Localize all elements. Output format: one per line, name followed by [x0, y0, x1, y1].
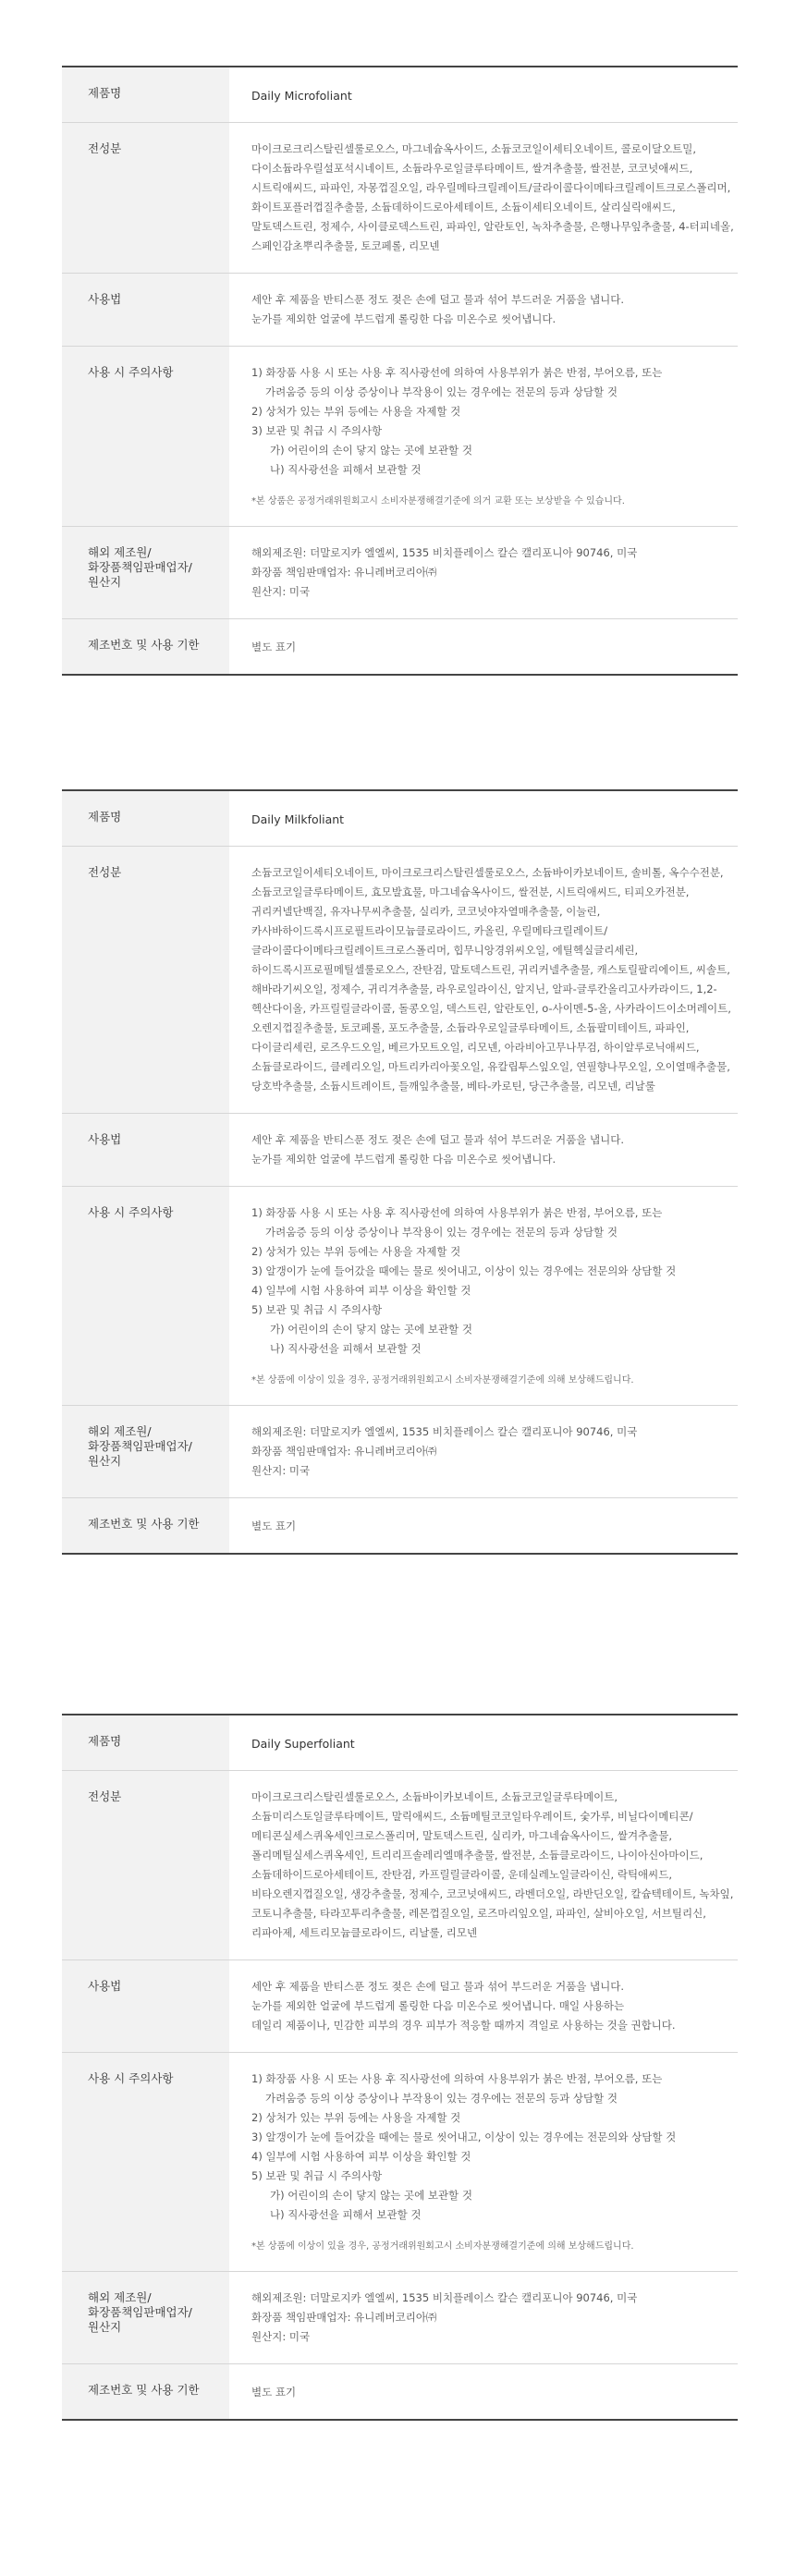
lot-expiry-value: 별도 표기 [251, 2386, 297, 2399]
caution-line: 4) 일부에 시험 사용하여 피부 이상을 확인할 것 [251, 2150, 471, 2163]
label-manufacturer-line: 화장품책임판매업자/ [88, 2305, 192, 2319]
usage-line: 눈가를 제외한 얼굴에 부드럽게 롤링한 다음 미온수로 씻어냅니다. [251, 312, 556, 325]
usage-value [229, 1114, 738, 1187]
caution-line: 1) 화장품 사용 시 또는 사용 후 직사광선에 의하여 사용부위가 붉은 반점, 부어오름, 또는 [251, 366, 663, 379]
caution-line: 나) 직사광선을 피해서 보관할 것 [270, 1342, 422, 1355]
usage-value [229, 1960, 738, 2053]
compensation-note: *본 상품에 이상이 있을 경우, 공정거래위원회고시 소비자분쟁해결기준에 의해 보상해드립니다. [251, 1375, 634, 1386]
caution-line: 1) 화장품 사용 시 또는 사용 후 직사광선에 의하여 사용부위가 붉은 반점, 부어오름, 또는 [251, 1206, 663, 1219]
manufacturer-line: 해외제조원: 더말로지카 엘엘씨, 1535 비치플레이스 칼슨 캘리포니아 90746, 미국 [251, 1425, 638, 1438]
cautions-value [229, 347, 738, 527]
label-lot-expiry: 제조번호 및 사용 기한 [62, 2364, 229, 2421]
lot-expiry-value: 별도 표기 [251, 1520, 297, 1532]
label-manufacturer-line: 해외 제조원/ [88, 545, 152, 559]
label-ingredients: 전성분 [62, 1771, 229, 1960]
row-usage [62, 274, 738, 347]
label-manufacturer-line: 화장품책임판매업자/ [88, 1439, 192, 1453]
compensation-note: *본 상품에 이상이 있을 경우, 공정거래위원회고시 소비자분쟁해결기준에 의해 보상해드립니다. [251, 2241, 634, 2252]
caution-line: 가려움증 등의 이상 증상이나 부작용이 있는 경우에는 전문의 등과 상담할 것 [265, 385, 618, 398]
label-manufacturer-line: 해외 제조원/ [88, 1424, 152, 1438]
label-manufacturer [62, 2272, 229, 2364]
caution-line: 나) 직사광선을 피해서 보관할 것 [270, 2208, 422, 2221]
caution-line: 5) 보관 및 취급 시 주의사항 [251, 1303, 383, 1316]
usage-line: 세안 후 제품을 반티스푼 정도 젖은 손에 덜고 물과 섞어 부드러운 거품을 냅니다. [251, 293, 625, 306]
product-info-table-microfoliant [62, 66, 738, 676]
label-cautions: 사용 시 주의사항 [62, 1187, 229, 1406]
usage-line: 데일리 제품이나, 민감한 피부의 경우 피부가 적응할 때까지 격일로 사용하는 것을 권합니다. [251, 2019, 676, 2032]
label-manufacturer-line: 원산지 [88, 2320, 122, 2334]
label-ingredients: 전성분 [62, 847, 229, 1114]
usage-line: 세안 후 제품을 반티스푼 정도 젖은 손에 덜고 물과 섞어 부드러운 거품을 냅니다. [251, 1133, 625, 1146]
ingredients-value: 마이크로크리스탈린셀룰로오스, 소듐바이카보네이트, 소듐코코일글루타메이트, 소듐미리스토일글루타메이트, 말릭애씨드, 소듐메틸코코일타우레이트, 숯가루, 비닐다이메티콘/메티콘실세스퀴옥세인크로스폴리머, 말토덱스트린, 실리카, 마그네슘옥사이드, 쌀겨추출물, 폴리메틸실세스퀴옥세인, 트리리프솔레리엘매추출물, 쌀전분, 소듐클로라이드, 나이아신아마이드, 소듐데하이드로아세테이트, 잔탄검, 카프릴릴글라이콜, 운데실레노일글라이신, 락틱애씨드, 비타오렌지껍질오일, 생강추출물, 정제수, 코코넛애씨드, 라벤더오일, 라반딘오일, 칼슘텍테이트, 녹차잎, 코토니추출물, 타라꼬투리추출물, 레몬껍질오일, 로즈마리잎오일, 파파인, 살비아오일, 서브틸리신, 리파아제, 세트리모늄클로라이드, 리날룰, 리모넨 [251, 1790, 734, 1939]
caution-line: 3) 알갱이가 눈에 들어갔을 때에는 물로 씻어내고, 이상이 있는 경우에는 전문의와 상담할 것 [251, 2130, 677, 2143]
label-usage: 사용법 [62, 1960, 229, 2053]
label-manufacturer [62, 527, 229, 619]
manufacturer-line: 해외제조원: 더말로지카 엘엘씨, 1535 비치플레이스 칼슨 캘리포니아 90746, 미국 [251, 2291, 638, 2304]
usage-value [229, 274, 738, 347]
row-cautions [62, 1187, 738, 1406]
row-lot-expiry [62, 2364, 738, 2421]
label-manufacturer-line: 원산지 [88, 1454, 122, 1468]
label-cautions: 사용 시 주의사항 [62, 2053, 229, 2272]
label-manufacturer-line: 화장품책임판매업자/ [88, 560, 192, 574]
caution-line: 3) 알갱이가 눈에 들어갔을 때에는 물로 씻어내고, 이상이 있는 경우에는 전문의와 상담할 것 [251, 1264, 677, 1277]
caution-line: 2) 상처가 있는 부위 등에는 사용을 자제할 것 [251, 405, 461, 418]
row-lot-expiry [62, 619, 738, 676]
product-name-value: Daily Microfoliant [251, 89, 352, 103]
product-name-value: Daily Milkfoliant [251, 812, 345, 826]
row-cautions [62, 2053, 738, 2272]
cautions-value [229, 2053, 738, 2272]
row-usage [62, 1960, 738, 2053]
label-manufacturer-line: 원산지 [88, 575, 122, 589]
label-manufacturer [62, 1406, 229, 1498]
caution-line: 2) 상처가 있는 부위 등에는 사용을 자제할 것 [251, 1245, 461, 1258]
label-product-name: 제품명 [62, 1715, 229, 1771]
manufacturer-line: 화장품 책임판매업자: 유니레버코리아㈜ [251, 566, 437, 579]
compensation-note: *본 상품은 공정거래위원회고시 소비자분쟁해결기준에 의거 교환 또는 보상받을 수 있습니다. [251, 496, 625, 507]
label-ingredients: 전성분 [62, 123, 229, 274]
manufacturer-line: 원산지: 미국 [251, 585, 311, 598]
manufacturer-line: 화장품 책임판매업자: 유니레버코리아㈜ [251, 1445, 437, 1458]
usage-line: 세안 후 제품을 반티스푼 정도 젖은 손에 덜고 물과 섞어 부드러운 거품을 냅니다. [251, 1980, 625, 1993]
label-lot-expiry: 제조번호 및 사용 기한 [62, 1498, 229, 1555]
row-product-name [62, 67, 738, 123]
product-name-value: Daily Superfoliant [251, 1737, 355, 1751]
caution-line: 1) 화장품 사용 시 또는 사용 후 직사광선에 의하여 사용부위가 붉은 반점, 부어오름, 또는 [251, 2072, 663, 2085]
product-info-table-milkfoliant [62, 789, 738, 1555]
row-manufacturer [62, 1406, 738, 1498]
row-usage [62, 1114, 738, 1187]
row-manufacturer [62, 527, 738, 619]
row-product-name [62, 1715, 738, 1771]
row-ingredients [62, 847, 738, 1114]
caution-line: 4) 일부에 시험 사용하여 피부 이상을 확인할 것 [251, 1284, 471, 1297]
row-product-name [62, 790, 738, 847]
manufacturer-value [229, 1406, 738, 1498]
caution-line: 2) 상처가 있는 부위 등에는 사용을 자제할 것 [251, 2111, 461, 2124]
manufacturer-line: 화장품 책임판매업자: 유니레버코리아㈜ [251, 2311, 437, 2324]
caution-line: 가) 어린이의 손이 닿지 않는 곳에 보관할 것 [270, 1323, 472, 1336]
label-product-name: 제품명 [62, 67, 229, 123]
manufacturer-line: 원산지: 미국 [251, 1464, 311, 1477]
label-manufacturer-line: 해외 제조원/ [88, 2290, 152, 2304]
usage-line: 눈가를 제외한 얼굴에 부드럽게 롤링한 다음 미온수로 씻어냅니다. [251, 1153, 556, 1166]
row-ingredients [62, 1771, 738, 1960]
row-manufacturer [62, 2272, 738, 2364]
cautions-value [229, 1187, 738, 1406]
usage-line: 눈가를 제외한 얼굴에 부드럽게 롤링한 다음 미온수로 씻어냅니다. 매일 사용하는 [251, 1999, 625, 2012]
row-lot-expiry [62, 1498, 738, 1555]
caution-line: 가려움증 등의 이상 증상이나 부작용이 있는 경우에는 전문의 등과 상담할 것 [265, 1226, 618, 1239]
caution-line: 5) 보관 및 취급 시 주의사항 [251, 2169, 383, 2182]
manufacturer-value [229, 2272, 738, 2364]
ingredients-value: 마이크로크리스탈린셀룰로오스, 마그네슘옥사이드, 소듐코코일이세티오네이트, 콜로이달오트밀, 다이소듐라우릴설포석시네이트, 소듐라우로일글루타메이트, 쌀겨추출물, 쌀전분, 코코넛애씨드, 시트릭애씨드, 파파인, 자몽껍질오일, 라우릴메타크릴레이트/글라이콜다이메타크릴레이트크로스폴리머, 화이트포플러껍질추출물, 소듐데하이드로아세테이트, 소듐이세티오네이트, 살리실릭애씨드, 말토덱스트린, 정제수, 사이클로덱스트린, 파파인, 알란토인, 녹차추출물, 은행나무잎추출물, 4-터피네올, 스페인감초뿌리추출물, 토코페롤, 리모넨 [251, 142, 734, 252]
label-lot-expiry: 제조번호 및 사용 기한 [62, 619, 229, 676]
label-usage: 사용법 [62, 1114, 229, 1187]
caution-line: 나) 직사광선을 피해서 보관할 것 [270, 463, 422, 476]
caution-line: 가) 어린이의 손이 닿지 않는 곳에 보관할 것 [270, 2189, 472, 2202]
caution-line: 3) 보관 및 취급 시 주의사항 [251, 424, 383, 437]
label-product-name: 제품명 [62, 790, 229, 847]
row-ingredients [62, 123, 738, 274]
manufacturer-line: 해외제조원: 더말로지카 엘엘씨, 1535 비치플레이스 칼슨 캘리포니아 90746, 미국 [251, 546, 638, 559]
manufacturer-value [229, 527, 738, 619]
manufacturer-line: 원산지: 미국 [251, 2330, 311, 2343]
product-info-table-superfoliant [62, 1714, 738, 2421]
label-usage: 사용법 [62, 274, 229, 347]
row-cautions [62, 347, 738, 527]
lot-expiry-value: 별도 표기 [251, 641, 297, 653]
label-cautions: 사용 시 주의사항 [62, 347, 229, 527]
caution-line: 가려움증 등의 이상 증상이나 부작용이 있는 경우에는 전문의 등과 상담할 것 [265, 2092, 618, 2105]
ingredients-value: 소듐코코일이세티오네이트, 마이크로크리스탈린셀룰로오스, 소듐바이카보네이트, 솔비톨, 옥수수전분, 소듐코코일글루타메이트, 효모발효물, 마그네슘옥사이드, 쌀전분, 시트릭애씨드, 티피오카전분, 귀리커넬단백질, 유자나무씨추출물, 실리카, 코코넛야자열매추출물, 이눌린, 카사바하이드록시프로필트라이모늄클로라이드, 카올린, 우릴메타크릴레이트/글라이콜다이메타크릴레이트크로스폴리머, 힙무니앙경위씨오일, 에틸헥실글리세린, 하이드록시프로필메틸셀룰로오스, 잔탄검, 말토덱스트린, 귀리커넬추출물, 캐스토릴팔리에이트, 씨솔트, 해바라기씨오일, 정제수, 귀리겨추출물, 라우로일라이신, 알지닌, 알파-글루칸올리고사카라이드, 1,2-헥산다이올, 카프릴릴글라이콜, 돌콩오일, 덱스트린, 알란토인, o-사이멘-5-올, 사카라이드이소머레이트, 오렌지껍질추출물, 토코페롤, 포도추출물, 소듐라우로일글루타메이트, 소듐팔미테이트, 파파인, 다이글리세린, 로즈우드오일, 베르가모트오일, 리모넨, 아라비아고무나무검, 하이알루로닉애씨드, 소듐클로라이드, 클레리오일, 마트리카리아꽃오일, 유칼립투스잎오일, 연필향나무오일, 오이열매추출물, 당호박추출물, 소듐시트레이트, 들깨잎추출물, 베타-카로틴, 당근추출물, 리모넨, 리날룰 [251, 866, 731, 1093]
caution-line: 가) 어린이의 손이 닿지 않는 곳에 보관할 것 [270, 444, 472, 457]
